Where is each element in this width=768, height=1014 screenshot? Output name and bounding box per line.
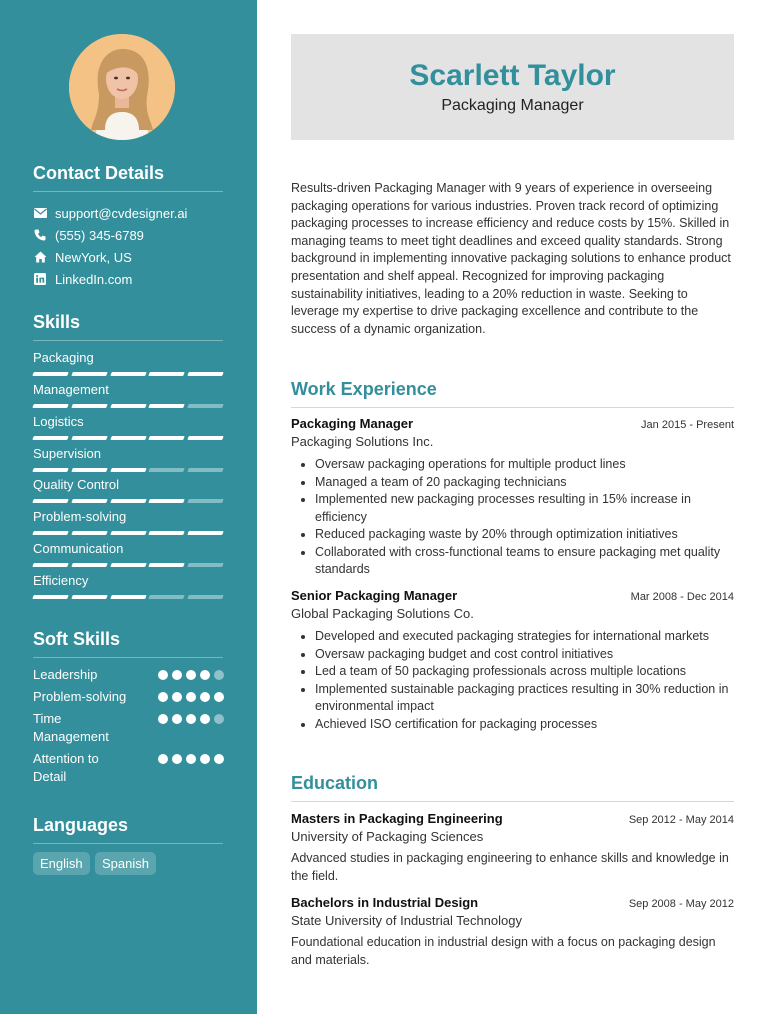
skill-level-segment	[110, 499, 146, 503]
skill-level-segment	[187, 563, 223, 567]
skill-level-segment	[110, 468, 146, 472]
skill-label: Communication	[33, 541, 124, 556]
skill-level-segment	[32, 499, 68, 503]
skill-level-segment	[187, 436, 223, 440]
skill-level-segment	[32, 404, 68, 408]
skill-label: Problem-solving	[33, 509, 127, 524]
work-bullets	[291, 456, 734, 579]
work-bullet: • Developed and executed packaging strategies for international markets	[315, 628, 734, 646]
rating-dot	[200, 714, 210, 724]
skill-level-segment	[110, 372, 146, 376]
soft-skill-label: Attention to Detail	[33, 751, 99, 784]
skill-bar	[33, 563, 223, 568]
skill-level-segment	[71, 436, 107, 440]
skill-level-segment	[110, 436, 146, 440]
home-icon	[33, 250, 47, 264]
work-role: Senior Packaging Manager	[291, 588, 458, 603]
contact-location	[33, 248, 132, 266]
work-bullet: • Led a team of 50 packaging professionals across multiple locations	[315, 663, 734, 681]
work-heading: Work Experience	[291, 379, 734, 408]
skill-level-segment	[32, 531, 68, 535]
rating-dot	[186, 714, 196, 724]
soft-skill-rating	[158, 692, 224, 702]
rating-dot	[200, 754, 210, 764]
skill-bar	[33, 595, 223, 600]
skill-level-segment	[149, 595, 185, 599]
rating-dot	[200, 670, 210, 680]
contact-linkedin[interactable]	[33, 270, 132, 288]
summary: Results-driven Packaging Manager with 9 years of experience in overseeing packaging operations for various industries. Proven track record of optimizing packaging processes to increase efficiency and reduce costs by 15%. Skilled in managing teams to meet tight deadlines and exceed quality standards. Strong background in implementing innovative packaging solutions to enhance product presentation and shelf appeal. Recognized for improving packaging sustainability initiatives, leading to a 20% reduction in waste. Seeking to leverage my expertise to drive packaging excellence and contribute to the success of a dynamic organization.	[291, 181, 731, 336]
rating-dot	[214, 754, 224, 764]
education-school: State University of Industrial Technology	[291, 913, 522, 928]
contact-email[interactable]	[33, 204, 187, 222]
skill-label: Logistics	[33, 414, 84, 429]
work-entry	[291, 588, 734, 733]
work-bullets	[291, 628, 734, 733]
sidebar	[0, 0, 257, 1014]
rating-dot	[214, 692, 224, 702]
work-bullet: • Managed a team of 20 packaging technicians	[315, 474, 734, 492]
contact-heading: Contact Details	[33, 163, 223, 192]
work-date: Mar 2008 - Dec 2014	[630, 591, 734, 603]
skill-level-segment	[32, 468, 68, 472]
skill-level-segment	[32, 595, 68, 599]
skill-level-segment	[71, 468, 107, 472]
education-date: Sep 2012 - May 2014	[628, 814, 734, 826]
skill-level-segment	[110, 595, 146, 599]
skill-level-segment	[110, 531, 146, 535]
education-entry	[291, 811, 734, 885]
skills-heading: Skills	[33, 312, 223, 341]
skill-level-segment	[149, 404, 185, 408]
education-description: Foundational education in industrial design with a focus on packaging design and materials.	[291, 935, 716, 967]
rating-dot	[158, 754, 168, 764]
skill-label: Packaging	[33, 350, 94, 365]
work-bullet: • Oversaw packaging operations for multiple product lines	[315, 456, 734, 474]
soft-skill-rating	[158, 714, 224, 724]
skill-level-segment	[71, 372, 107, 376]
work-bullet: • Oversaw packaging budget and cost control initiatives	[315, 646, 734, 664]
language-tag: Spanish	[95, 852, 156, 875]
skill-label: Supervision	[33, 446, 101, 461]
work-company: Packaging Solutions Inc.	[291, 434, 434, 449]
skill-bar	[33, 372, 223, 377]
soft-skill-label: Time Management	[33, 711, 109, 744]
rating-dot	[158, 670, 168, 680]
contact-linkedin-text: LinkedIn.com	[55, 271, 133, 287]
skill-level-segment	[187, 499, 223, 503]
rating-dot	[186, 754, 196, 764]
work-company: Global Packaging Solutions Co.	[291, 606, 474, 621]
skill-level-segment	[71, 499, 107, 503]
language-tag: English	[33, 852, 90, 875]
education-school: University of Packaging Sciences	[291, 829, 484, 844]
contact-location-text: NewYork, US	[55, 249, 132, 265]
skill-level-segment	[149, 468, 185, 472]
rating-dot	[172, 670, 182, 680]
languages-heading: Languages	[33, 815, 223, 844]
linkedin-icon	[33, 272, 47, 286]
work-bullet: • Reduced packaging waste by 20% through optimization initiatives	[315, 526, 734, 544]
skill-level-segment	[187, 404, 223, 408]
job-title: Packaging Manager	[441, 97, 584, 114]
rating-dot	[200, 692, 210, 702]
skill-level-segment	[32, 436, 68, 440]
skill-level-segment	[187, 468, 223, 472]
rating-dot	[214, 670, 224, 680]
skill-label: Quality Control	[33, 477, 119, 492]
rating-dot	[186, 670, 196, 680]
avatar	[69, 34, 175, 140]
education-heading: Education	[291, 773, 734, 802]
rating-dot	[172, 714, 182, 724]
skill-level-segment	[32, 372, 68, 376]
profile-photo	[69, 34, 175, 140]
skill-level-segment	[71, 595, 107, 599]
skill-bar	[33, 404, 223, 409]
work-bullet: • Achieved ISO certification for packaging processes	[315, 716, 734, 734]
education-degree: Bachelors in Industrial Design	[291, 895, 479, 910]
skill-level-segment	[187, 531, 223, 535]
rating-dot	[172, 692, 182, 702]
rating-dot	[186, 692, 196, 702]
work-bullet: • Collaborated with cross-functional teams to ensure packaging met quality standards	[315, 544, 734, 579]
rating-dot	[158, 692, 168, 702]
skill-bar	[33, 531, 223, 536]
skill-level-segment	[149, 499, 185, 503]
education-degree: Masters in Packaging Engineering	[291, 811, 503, 826]
skill-level-segment	[32, 563, 68, 567]
soft-skill-label: Leadership	[33, 667, 98, 682]
skill-level-segment	[149, 372, 185, 376]
soft-skill-label: Problem-solving	[33, 689, 127, 704]
soft-skill-rating	[158, 754, 224, 764]
skill-level-segment	[71, 531, 107, 535]
work-role: Packaging Manager	[291, 416, 414, 431]
work-bullet: • Implemented sustainable packaging practices resulting in 30% reduction in environmental impact	[315, 681, 734, 716]
rating-dot	[214, 714, 224, 724]
work-entry	[291, 416, 734, 579]
skill-level-segment	[149, 436, 185, 440]
skill-bar	[33, 499, 223, 504]
skill-level-segment	[110, 563, 146, 567]
skill-level-segment	[149, 531, 185, 535]
skill-bar	[33, 436, 223, 441]
skill-level-segment	[187, 372, 223, 376]
contact-email-text: support@cvdesigner.ai	[55, 205, 188, 221]
skill-level-segment	[149, 563, 185, 567]
full-name: Scarlett Taylor	[409, 59, 616, 92]
education-entry	[291, 895, 734, 969]
work-bullet: • Implemented new packaging processes resulting in 15% increase in efficiency	[315, 491, 734, 526]
contact-phone-text: (555) 345-6789	[55, 227, 144, 243]
skill-level-segment	[110, 404, 146, 408]
soft-skills-heading: Soft Skills	[33, 629, 223, 658]
skill-label: Management	[33, 382, 109, 397]
contact-phone[interactable]	[33, 226, 144, 244]
soft-skill-rating	[158, 670, 224, 680]
envelope-icon	[33, 206, 47, 220]
rating-dot	[172, 754, 182, 764]
rating-dot	[158, 714, 168, 724]
work-date: Jan 2015 - Present	[641, 419, 734, 431]
skill-bar	[33, 468, 223, 473]
skill-label: Efficiency	[33, 573, 89, 588]
education-description: Advanced studies in packaging engineering to enhance skills and knowledge in the field.	[291, 851, 729, 883]
skill-level-segment	[71, 404, 107, 408]
skill-level-segment	[187, 595, 223, 599]
name-header	[291, 34, 734, 140]
phone-icon	[33, 228, 47, 242]
education-date: Sep 2008 - May 2012	[628, 898, 734, 910]
skill-level-segment	[71, 563, 107, 567]
